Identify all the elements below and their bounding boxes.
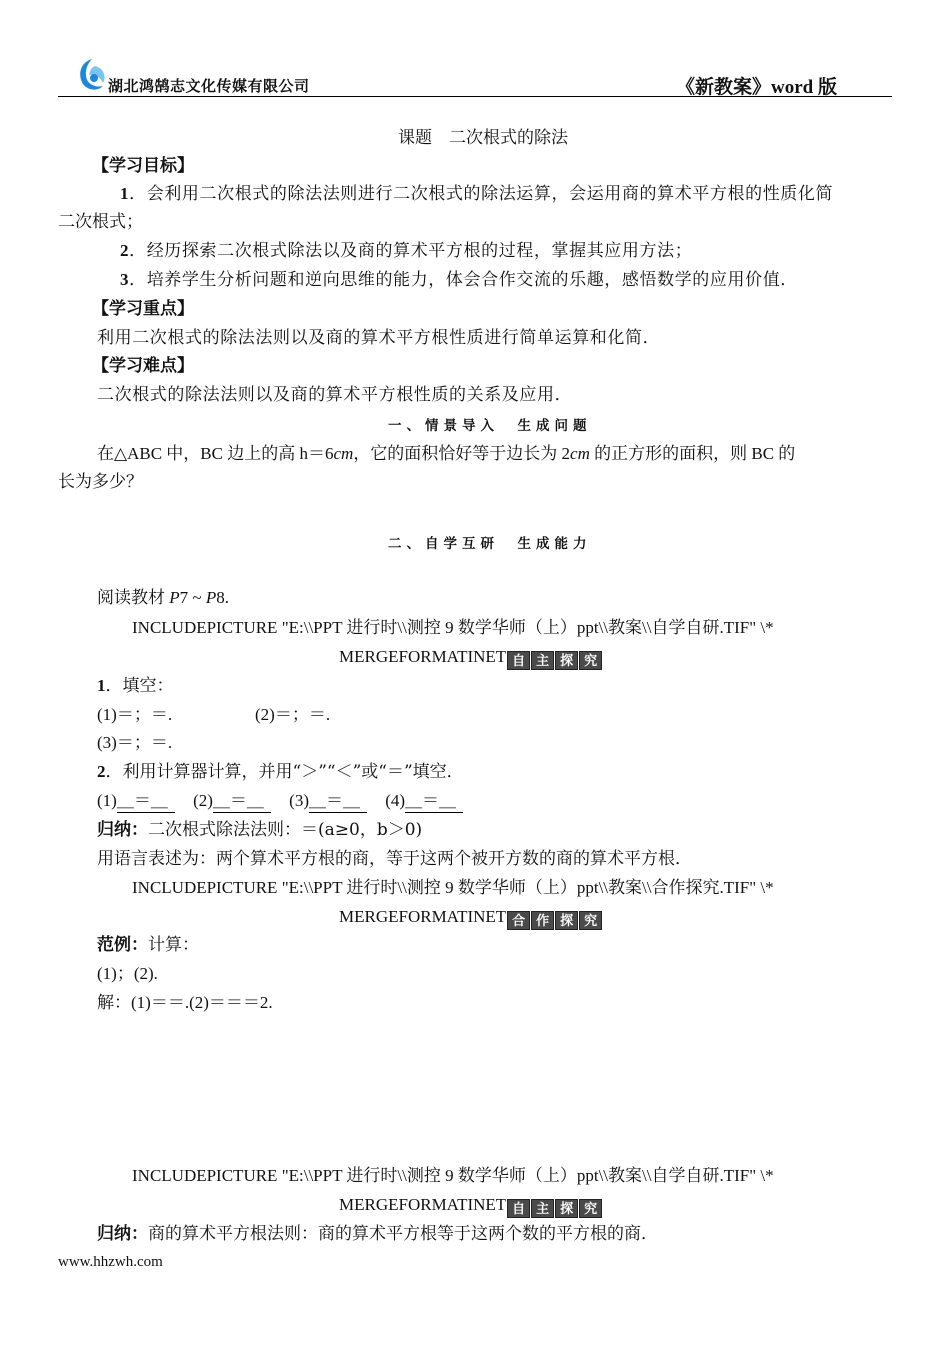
section2-heading: 二、自学互研 生成能力 (388, 536, 592, 552)
include-field-3: INCLUDEPICTURE "E:\\PPT 进行时\\测控 9 数学华师（上）ppt\\教案\\自学自研.TIF" \* (132, 1166, 774, 1185)
summary-label: 归纳： (97, 1224, 148, 1244)
q-part: 的正方形的面积，则 BC 的 (589, 444, 796, 463)
section1-heading: 一、情景导入 生成问题 (388, 418, 592, 434)
stamp-self-study-icon (507, 649, 603, 671)
verbal-statement: 用语言表述为：两个算术平方根的商，等于这两个被开方数的商的算术平方根． (97, 849, 692, 869)
blank-field[interactable]: ＿＝＿ (213, 790, 271, 813)
stamp-char: 主 (531, 1199, 554, 1218)
q-part: 在△ABC 中，BC 边上的高 h＝6 (97, 444, 334, 463)
page-title: 课题 二次根式的除法 (398, 128, 568, 148)
stamp-char: 自 (507, 651, 530, 670)
stamp-char: 自 (507, 1199, 530, 1218)
fill-item-1: (1)＝；＝. (97, 705, 173, 724)
company-name: 湖北鸿鹄志文化传媒有限公司 (108, 77, 310, 95)
merge-text: MERGEFORMATINET (339, 907, 507, 926)
fill-num: 1 (97, 676, 106, 695)
objective-1-cont: 二次根式； (58, 212, 143, 232)
blank-field[interactable]: ＿＝＿ (309, 790, 367, 813)
blank-label: (2) (193, 791, 213, 810)
read-part: 7 ~ (179, 588, 206, 607)
section1-question (97, 443, 795, 465)
blank-field[interactable]: ＿＝＿ (117, 790, 175, 813)
stamp-char: 究 (579, 1199, 602, 1218)
quotient-rule-summary (97, 1223, 658, 1245)
read-part: 8. (216, 588, 229, 607)
fill-item-3: (3)＝；＝. (97, 733, 173, 752)
header-logo (73, 56, 111, 94)
difficulties-heading: 【学习难点】 (92, 356, 194, 376)
calculator-task (97, 761, 464, 783)
stamp-char: 主 (531, 651, 554, 670)
q-unit: cm (333, 444, 354, 463)
objective-3-text: ．培养学生分析问题和逆向思维的能力，体会合作交流的乐趣，感悟数学的应用价值． (129, 270, 798, 290)
objective-1-num: 1 (120, 184, 130, 203)
include-field-1: INCLUDEPICTURE "E:\\PPT 进行时\\测控 9 数学华师（上）ppt\\教案\\自学自研.TIF" \* (132, 618, 774, 637)
objective-2 (120, 240, 692, 262)
blank-label: (3) (289, 791, 309, 810)
stamp-char: 究 (579, 911, 602, 930)
fill-item-2: (2)＝；＝. (255, 705, 331, 724)
section1-question-cont: 长为多少？ (58, 472, 143, 492)
key-points-heading: 【学习重点】 (92, 299, 194, 319)
q-part: ，它的面积恰好等于边长为 2 (353, 444, 571, 463)
key-points-text: 利用二次根式的除法法则以及商的算术平方根性质进行简单运算和化简． (97, 328, 661, 348)
stamp-char: 探 (555, 911, 578, 930)
stamp-cooperation-icon (507, 909, 603, 931)
objective-3 (120, 269, 798, 291)
example-heading: 范例： (97, 935, 148, 955)
objectives-heading: 【学习目标】 (92, 156, 194, 176)
edition-label: 《新教案》word 版 (676, 77, 837, 98)
merge-field-3 (339, 1194, 603, 1219)
logo-swirl-icon (73, 56, 111, 94)
example-solution: 解：(1)＝＝.(2)＝＝＝2. (97, 993, 273, 1012)
calc-num: 2 (97, 762, 106, 781)
read-page: P (205, 588, 217, 607)
read-page: P (169, 588, 180, 607)
summary-label: 归纳： (97, 820, 148, 840)
include-field-2: INCLUDEPICTURE "E:\\PPT 进行时\\测控 9 数学华师（上）ppt\\教案\\合作探究.TIF" \* (132, 878, 774, 897)
q-unit: cm (570, 444, 590, 463)
stamp-char: 探 (555, 1199, 578, 1218)
summary-text: 二次根式除法法则：＝(a≥0，b＞0) (148, 820, 423, 840)
objective-1 (120, 183, 833, 205)
calc-text: ．利用计算器计算，并用“＞”“＜”或“＝”填空． (105, 762, 464, 782)
stamp-char: 作 (531, 911, 554, 930)
example-label (97, 934, 199, 956)
footer-url[interactable]: www.hhzwh.com (58, 1254, 163, 1270)
objective-2-text: ．经历探索二次根式除法以及商的算术平方根的过程，掌握其应用方法； (129, 241, 693, 261)
comparison-blanks (97, 790, 463, 813)
division-rule-summary (97, 819, 422, 841)
objective-3-num: 3 (120, 270, 130, 289)
read-part: 阅读教材 (97, 588, 170, 607)
stamp-self-study-icon (507, 1197, 603, 1219)
merge-text: MERGEFORMATINET (339, 647, 507, 666)
merge-field-2 (339, 906, 603, 931)
fill-in-label (97, 675, 174, 697)
difficulties-text: 二次根式的除法法则以及商的算术平方根性质的关系及应用． (97, 385, 573, 405)
blank-label: (4) (385, 791, 406, 810)
example-text: 计算： (148, 935, 199, 955)
header-divider (58, 96, 892, 97)
reading-assignment (97, 587, 229, 609)
blank-field[interactable]: ＿＝＿ (405, 790, 463, 813)
objective-2-num: 2 (120, 241, 130, 260)
example-items: (1)；(2). (97, 964, 158, 983)
summary-text: 商的算术平方根法则：商的算术平方根等于这两个数的平方根的商． (148, 1224, 658, 1244)
merge-text: MERGEFORMATINET (339, 1195, 507, 1214)
stamp-char: 合 (507, 911, 530, 930)
fill-text: ．填空： (105, 676, 174, 696)
blank-label: (1) (97, 791, 117, 810)
stamp-char: 探 (555, 651, 578, 670)
merge-field-1 (339, 646, 603, 671)
objective-1-text: ．会利用二次根式的除法法则进行二次根式的除法运算，会运用商的算术平方根的性质化简 (129, 184, 834, 204)
stamp-char: 究 (579, 651, 602, 670)
